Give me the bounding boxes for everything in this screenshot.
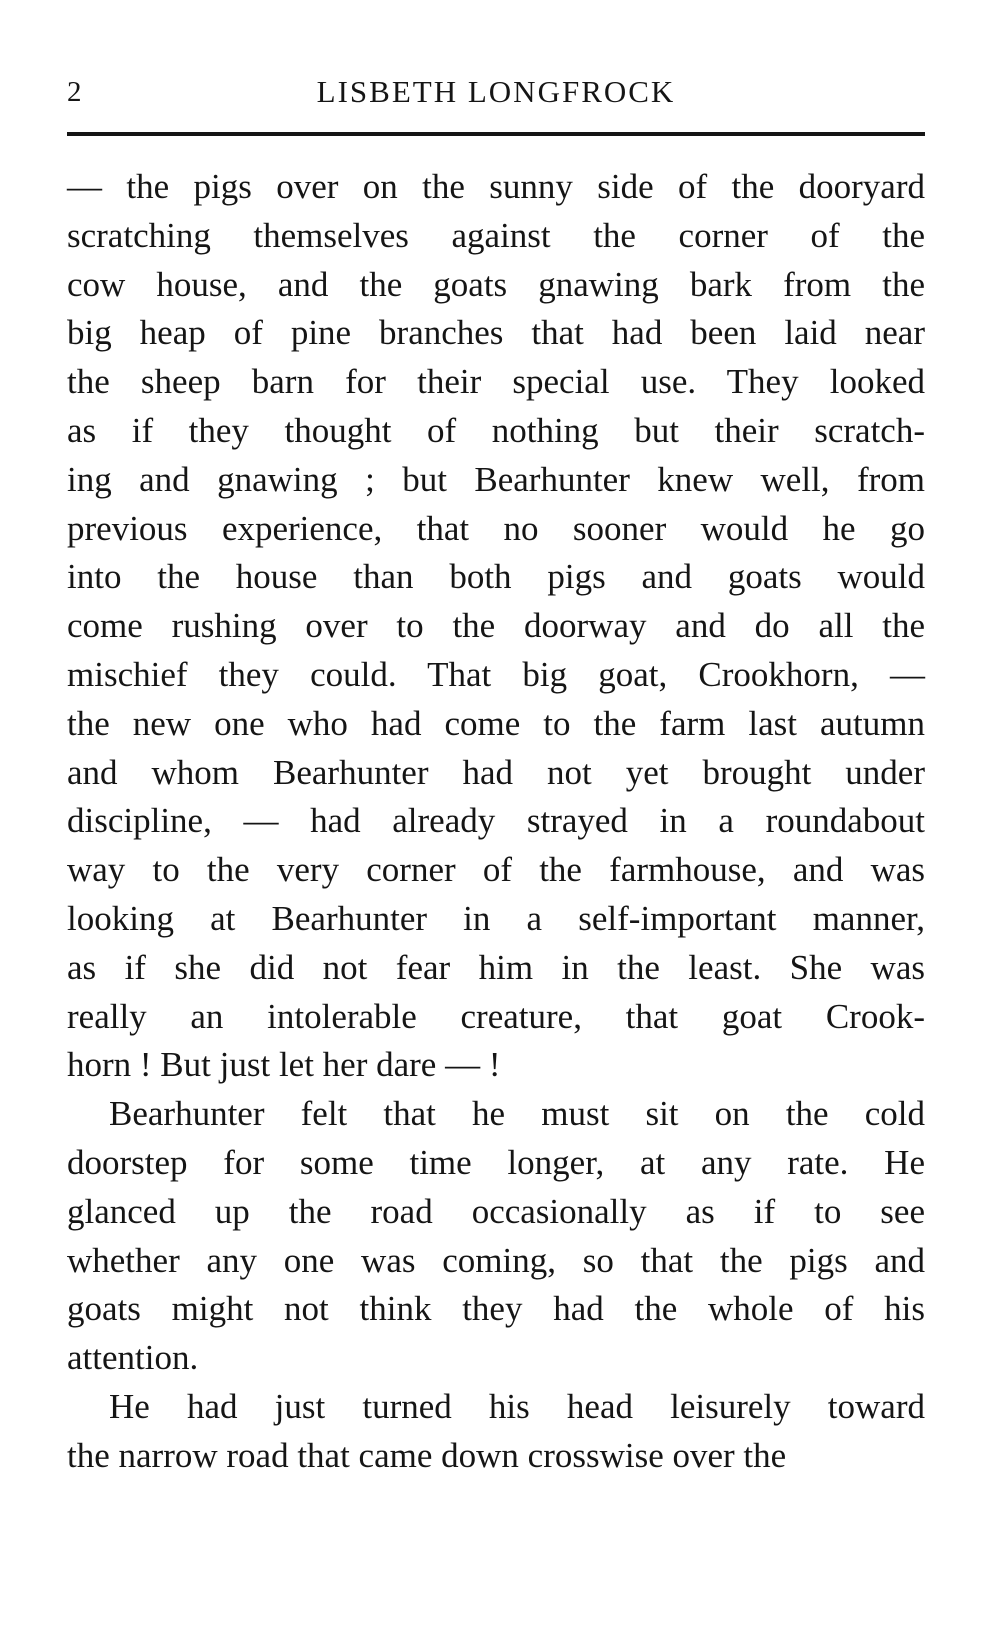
text-line: ing and gnawing ; but Bearhunter knew well, from [67, 459, 925, 499]
paragraph [67, 1383, 925, 1481]
text-line: horn ! But just let her dare — ! [67, 1045, 501, 1085]
text-line: goats might not think they had the whole of his [67, 1289, 925, 1329]
text-line: the sheep barn for their special use. They looked [67, 362, 925, 402]
running-title: LISBETH LONGFROCK [316, 74, 676, 109]
text-line: scratching themselves against the corner of the [67, 215, 925, 255]
text-line: and whom Bearhunter had not yet brought under [67, 752, 925, 792]
header-rule [67, 132, 925, 136]
text-line: whether any one was coming, so that the pigs and [67, 1240, 925, 1280]
text-line: into the house than both pigs and goats would [67, 557, 925, 597]
page-number: 2 [67, 76, 83, 108]
text-line: mischief they could. That big goat, Crookhorn, — [67, 654, 925, 694]
text-line: — the pigs over on the sunny side of the dooryard [67, 167, 925, 206]
text-line: big heap of pine branches that had been laid near [67, 313, 925, 353]
text-line: cow house, and the goats gnawing bark from the [67, 264, 925, 304]
text-line: Bearhunter felt that he must sit on the cold [109, 1094, 925, 1134]
text-line: doorstep for some time longer, at any rate. He [67, 1142, 925, 1182]
paragraph [67, 1090, 925, 1383]
text-line: come rushing over to the doorway and do all the [67, 606, 925, 646]
text-line: way to the very corner of the farmhouse, and was [67, 850, 925, 890]
paragraph [67, 163, 925, 1090]
text-line: as if she did not fear him in the least. She was [67, 947, 925, 987]
text-line: attention. [67, 1338, 199, 1378]
text-line: really an intolerable creature, that goat Crook- [67, 996, 925, 1036]
text-line: the new one who had come to the farm last autumn [67, 703, 925, 743]
page-header [67, 70, 925, 114]
text-line: previous experience, that no sooner would he go [67, 508, 925, 548]
body-text [67, 163, 925, 1481]
text-line: looking at Bearhunter in a self-important manner, [67, 898, 925, 938]
text-line: the narrow road that came down crosswise over the [67, 1435, 787, 1475]
text-line: He had just turned his head leisurely toward [109, 1386, 925, 1426]
text-line: as if they thought of nothing but their scratch- [67, 410, 925, 450]
text-line: glanced up the road occasionally as if to see [67, 1191, 925, 1231]
text-line: discipline, — had already strayed in a roundabout [67, 801, 925, 841]
